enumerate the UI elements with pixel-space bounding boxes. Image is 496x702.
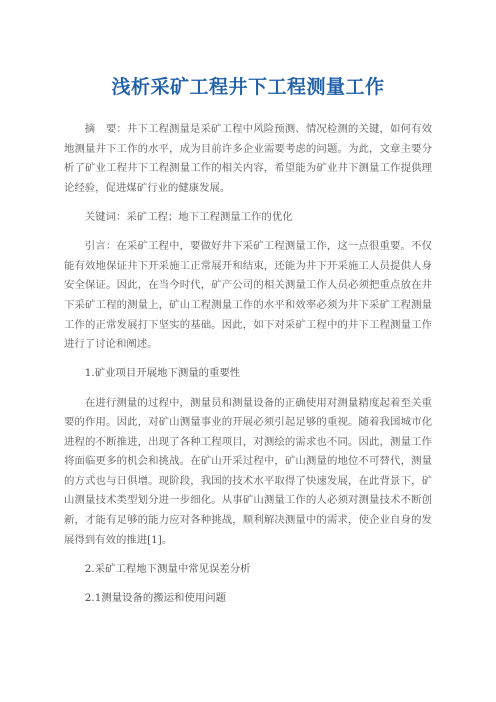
intro-paragraph: 引言：在采矿工程中，要做好井下采矿工程测量工作，这一点很重要。不仅能有效地保证井下开采施工正常展开和结束，还能为井下开采施工人员提供人身安全保证。因此，在当今时代，矿产公司的相关测量工作人员必须把重点放在井下采矿工程的测量上，矿山工程测量工作的水平和效率必须为井下采矿工程测量工作的正常发展打下坚实的基础。因此，如下对采矿工程中的井下工程测量工作进行了讨论和阐述。 bbox=[64, 240, 432, 351]
keywords-paragraph: 关键词：采矿工程；地下工程测量工作的优化 bbox=[84, 210, 293, 223]
document-body bbox=[64, 120, 432, 618]
section-1-paragraph: 在进行测量的过程中，测量员和测量设备的正确使用对测量精度起着至关重要的作用。因此，对矿山测量事业的开展必须引起足够的重视。随着我国城市化进程的不断推进，出现了各种工程项目，对测绘的需求也不同。因此，测量工作将面临更多的机会和挑战。在矿山开采过程中，矿山测量的地位不可替代，测量的方式也与日俱增。现阶段，我国的技术水平取得了快速发展，在此背景下，矿山测量技术类型划分进一步细化。从事矿山测量工作的人必须对测量技术不断创新，才能有足够的能力应对各种挑战，顺利解决测量中的需求，使企业自身的发展得到有效的推进[1]。 bbox=[64, 396, 432, 546]
subsection-heading-2-1: 2.1测量设备的搬运和使用问题 bbox=[84, 592, 227, 605]
section-heading-2: 2.采矿工程地下测量中常见误差分析 bbox=[84, 562, 251, 575]
document-title: 浅析采矿工程井下工程测量工作 bbox=[111, 76, 385, 98]
section-heading-1: 1.矿业项目开展地下测量的重要性 bbox=[84, 367, 241, 380]
abstract-paragraph: 摘 要：井下工程测量是采矿工程中风险预测、情况检测的关键，如何有效地测量井下工作的水平，成为目前许多企业需要考虑的问题。为此，文章主要分析了矿业工程井下工程测量工作的相关内容，希望能为矿业井下测量工作提供理论经验，促进煤矿行业的健康发展。 bbox=[64, 123, 432, 194]
